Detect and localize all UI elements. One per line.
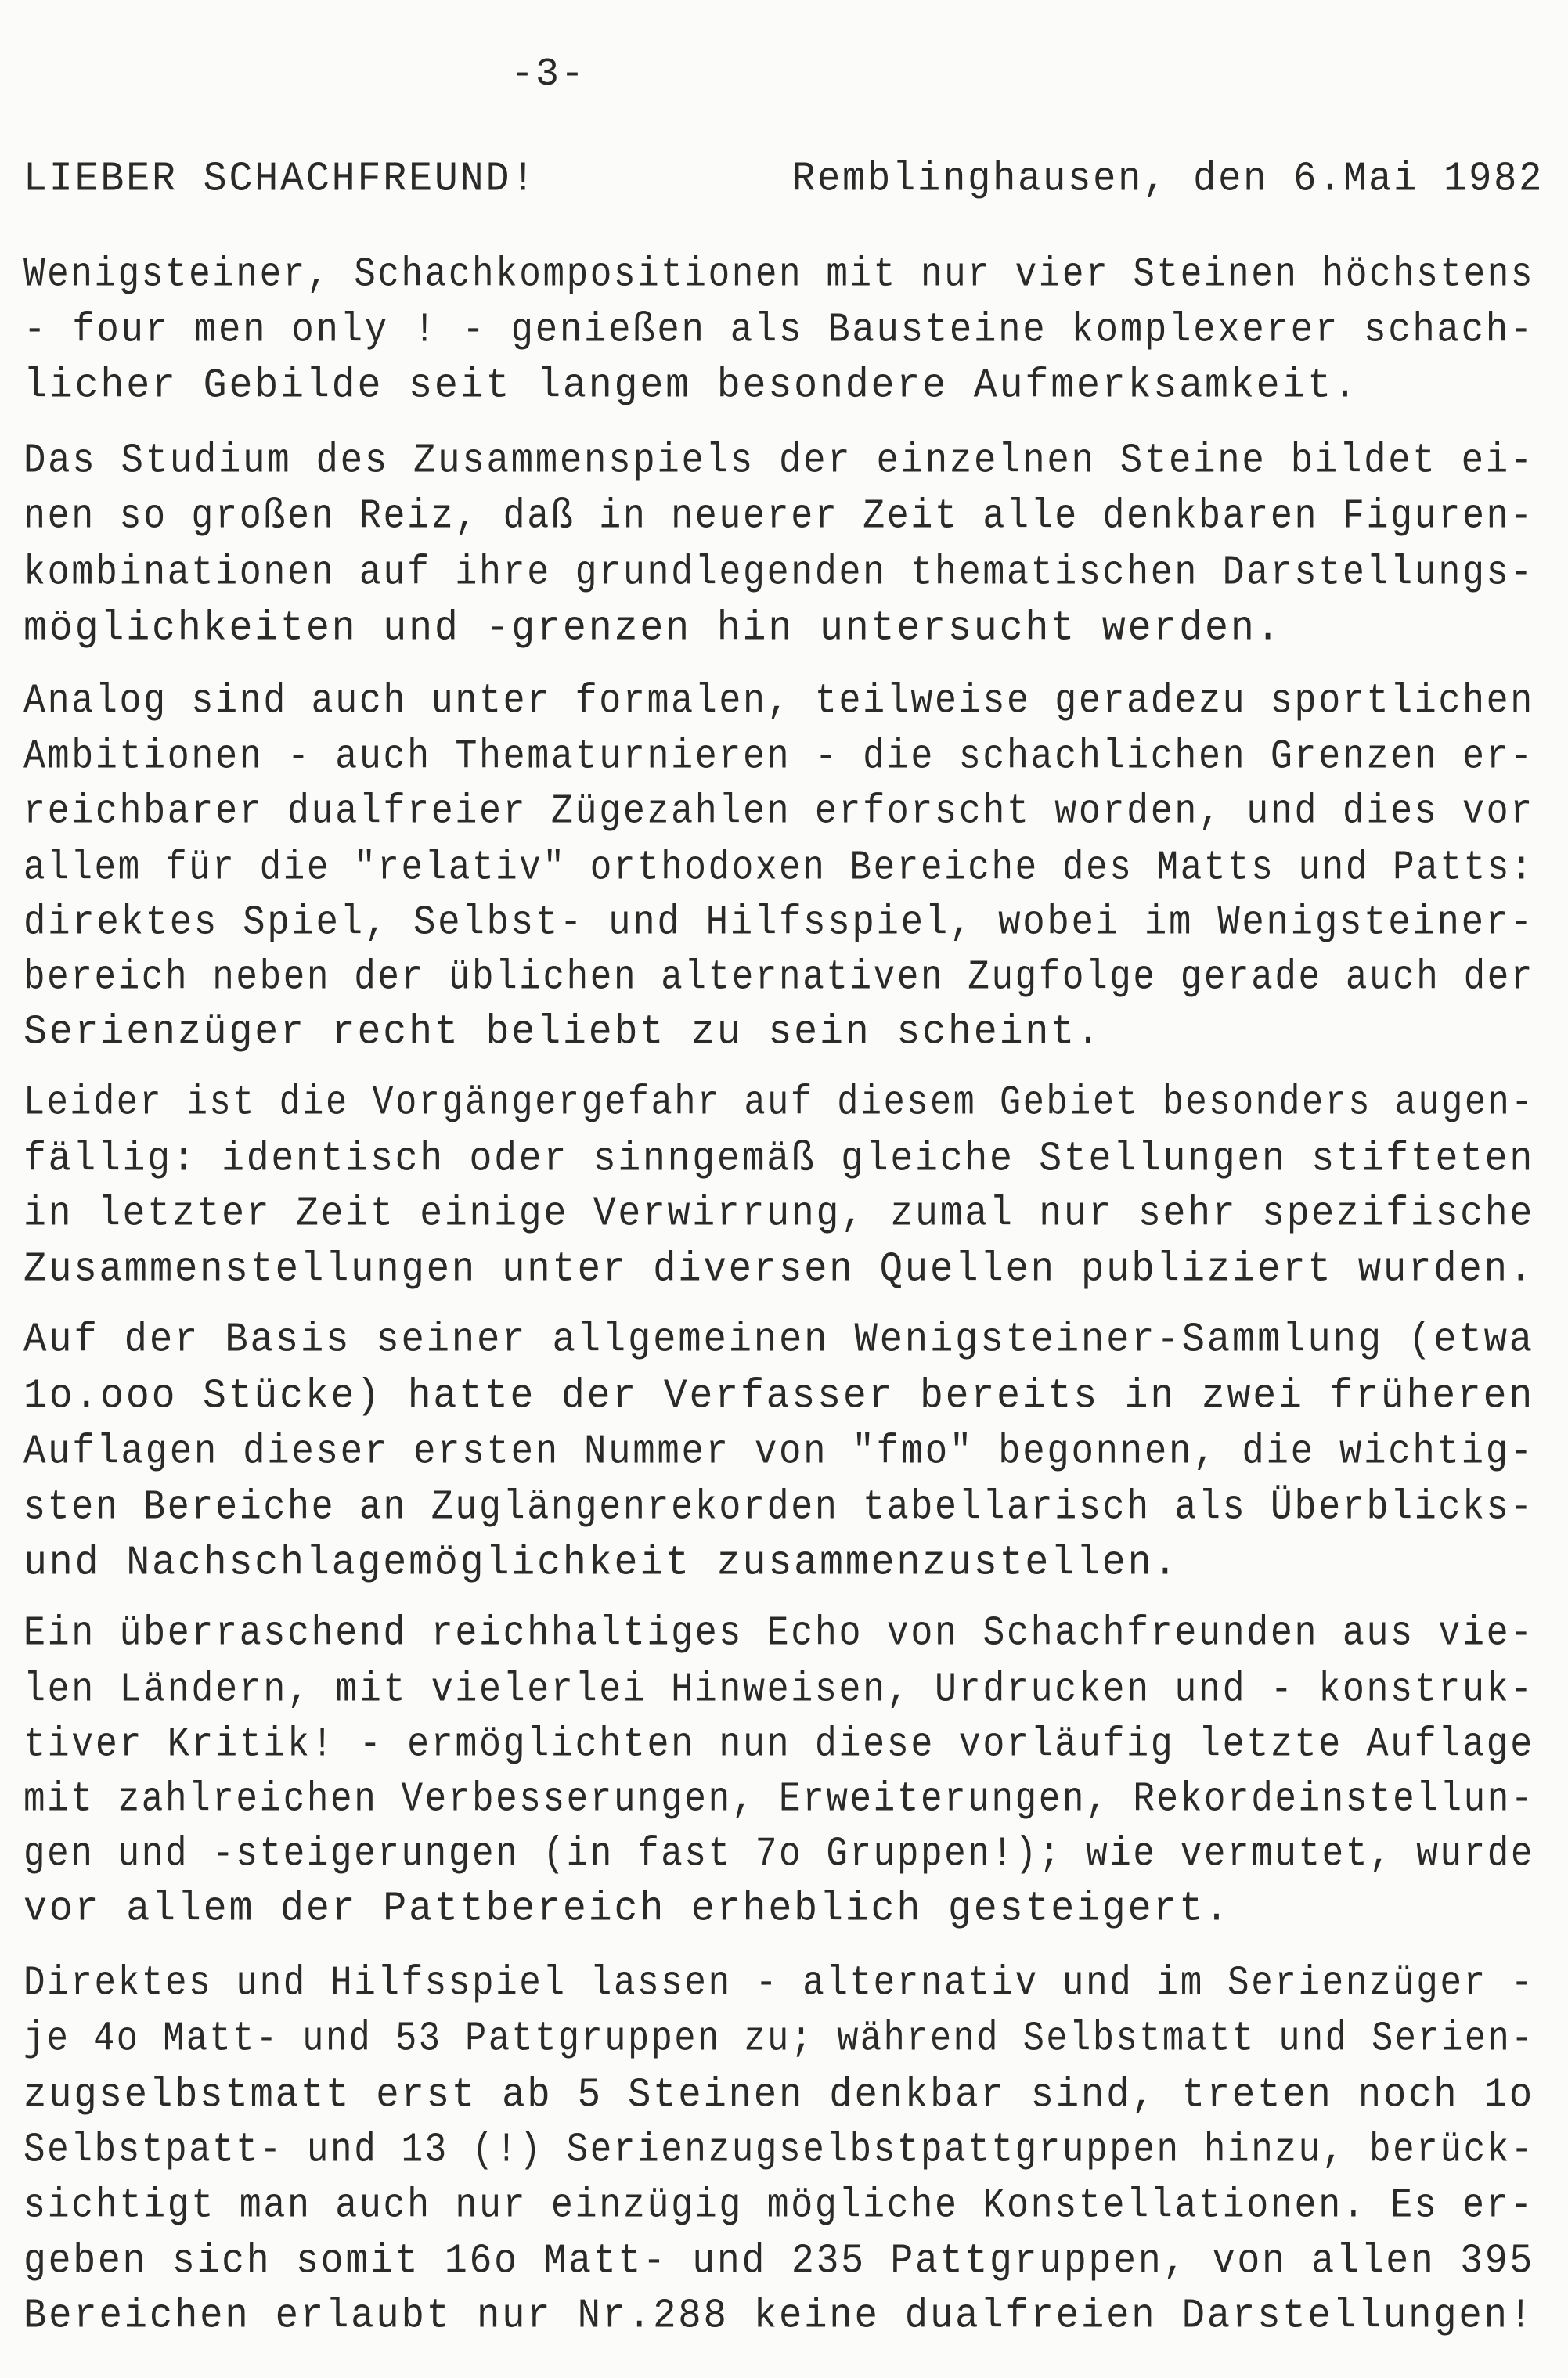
text-line: allem für die "relativ" orthodoxen Bereiche des Matts und Patts: xyxy=(23,845,1535,892)
text-line: Ambitionen - auch Thematurnieren - die schachlichen Grenzen er- xyxy=(23,733,1534,781)
text-line: in letzter Zeit einige Verwirrung, zumal nur sehr spezifische xyxy=(23,1191,1535,1238)
text-line: Bereichen erlaubt nur Nr.288 keine dualfreien Darstellungen! xyxy=(23,2293,1534,2340)
text-line: je 4o Matt- und 53 Pattgruppen zu; während Selbstmatt und Serien- xyxy=(23,2016,1534,2063)
text-line: licher Gebilde seit langem besondere Aufmerksamkeit. xyxy=(23,362,1359,410)
text-line: direktes Spiel, Selbst- und Hilfsspiel, wobei im Wenigsteiner- xyxy=(23,899,1534,947)
text-line: Auf der Basis seiner allgemeinen Wenigsteiner-Sammlung (etwa xyxy=(23,1317,1534,1364)
text-line: tiver Kritik! - ermöglichten nun diese vorläufig letzte Auflage xyxy=(23,1721,1534,1769)
text-line: bereich neben der üblichen alternativen Zugfolge gerade auch der xyxy=(23,954,1535,1002)
text-line: geben sich somit 16o Matt- und 235 Pattgruppen, von allen 395 xyxy=(23,2238,1535,2286)
text-line: zugselbstmatt erst ab 5 Steinen denkbar sind, treten noch 1o xyxy=(23,2072,1534,2120)
salutation: LIEBER SCHACHFREUND! xyxy=(23,156,538,204)
text-line: Analog sind auch unter formalen, teilweise geradezu sportlichen xyxy=(23,678,1534,726)
text-line: Selbstpatt- und 13 (!) Serienzugselbstpattgruppen hinzu, berück- xyxy=(23,2127,1535,2174)
text-line: Auflagen dieser ersten Nummer von "fmo" begonnen, die wichtig- xyxy=(23,1429,1534,1476)
text-line: - four men only ! - genießen als Bausteine komplexerer schach- xyxy=(23,307,1534,355)
text-line: Leider ist die Vorgängergefahr auf diesem Gebiet besonders augen- xyxy=(23,1079,1534,1127)
text-line: Ein überraschend reichhaltiges Echo von Schachfreunden aus vie- xyxy=(23,1610,1534,1658)
text-line: sten Bereiche an Zuglängenrekorden tabellarisch als Überblicks- xyxy=(23,1484,1534,1532)
text-line: fällig: identisch oder sinngemäß gleiche Stellungen stifteten xyxy=(23,1136,1535,1184)
text-line: Das Studium des Zusammenspiels der einzelnen Steine bildet ei- xyxy=(23,438,1534,485)
text-line: Wenigsteiner, Schachkompositionen mit nur vier Steinen höchstens xyxy=(23,251,1535,299)
text-line: gen und -steigerungen (in fast 7o Gruppen!); wie vermutet, wurde xyxy=(23,1831,1535,1879)
text-line: sichtigt man auch nur einzügig mögliche Konstellationen. Es er- xyxy=(23,2182,1534,2230)
text-line: Zusammenstellungen unter diversen Quellen publiziert wurden. xyxy=(23,1246,1534,1294)
place-and-date: Remblinghausen, den 6.Mai 1982 xyxy=(792,156,1545,204)
text-line: mit zahlreichen Verbesserungen, Erweiterungen, Rekordeinstellun- xyxy=(23,1776,1535,1824)
text-line: 1o.ooo Stücke) hatte der Verfasser bereits in zwei früheren xyxy=(23,1373,1535,1421)
text-line: und Nachschlagemöglichkeit zusammenzustellen. xyxy=(23,1540,1180,1587)
text-line: kombinationen auf ihre grundlegenden thematischen Darstellungs- xyxy=(23,549,1534,597)
text-line: reichbarer dualfreier Zügezahlen erforscht worden, und dies vor xyxy=(23,788,1534,836)
text-line: Direktes und Hilfsspiel lassen - alternativ und im Serienzüger - xyxy=(23,1960,1535,2008)
text-line: Serienzüger recht beliebt zu sein scheint. xyxy=(23,1009,1102,1057)
text-line: nen so großen Reiz, daß in neuerer Zeit alle denkbaren Figuren- xyxy=(23,493,1534,541)
page-number: -3- xyxy=(510,52,586,97)
text-line: vor allem der Pattbereich erheblich gesteigert. xyxy=(23,1886,1231,1933)
text-line: len Ländern, mit vielerlei Hinweisen, Urdrucken und - konstruk- xyxy=(23,1666,1534,1714)
text-line: möglichkeiten und -grenzen hin untersucht werden. xyxy=(23,605,1282,653)
